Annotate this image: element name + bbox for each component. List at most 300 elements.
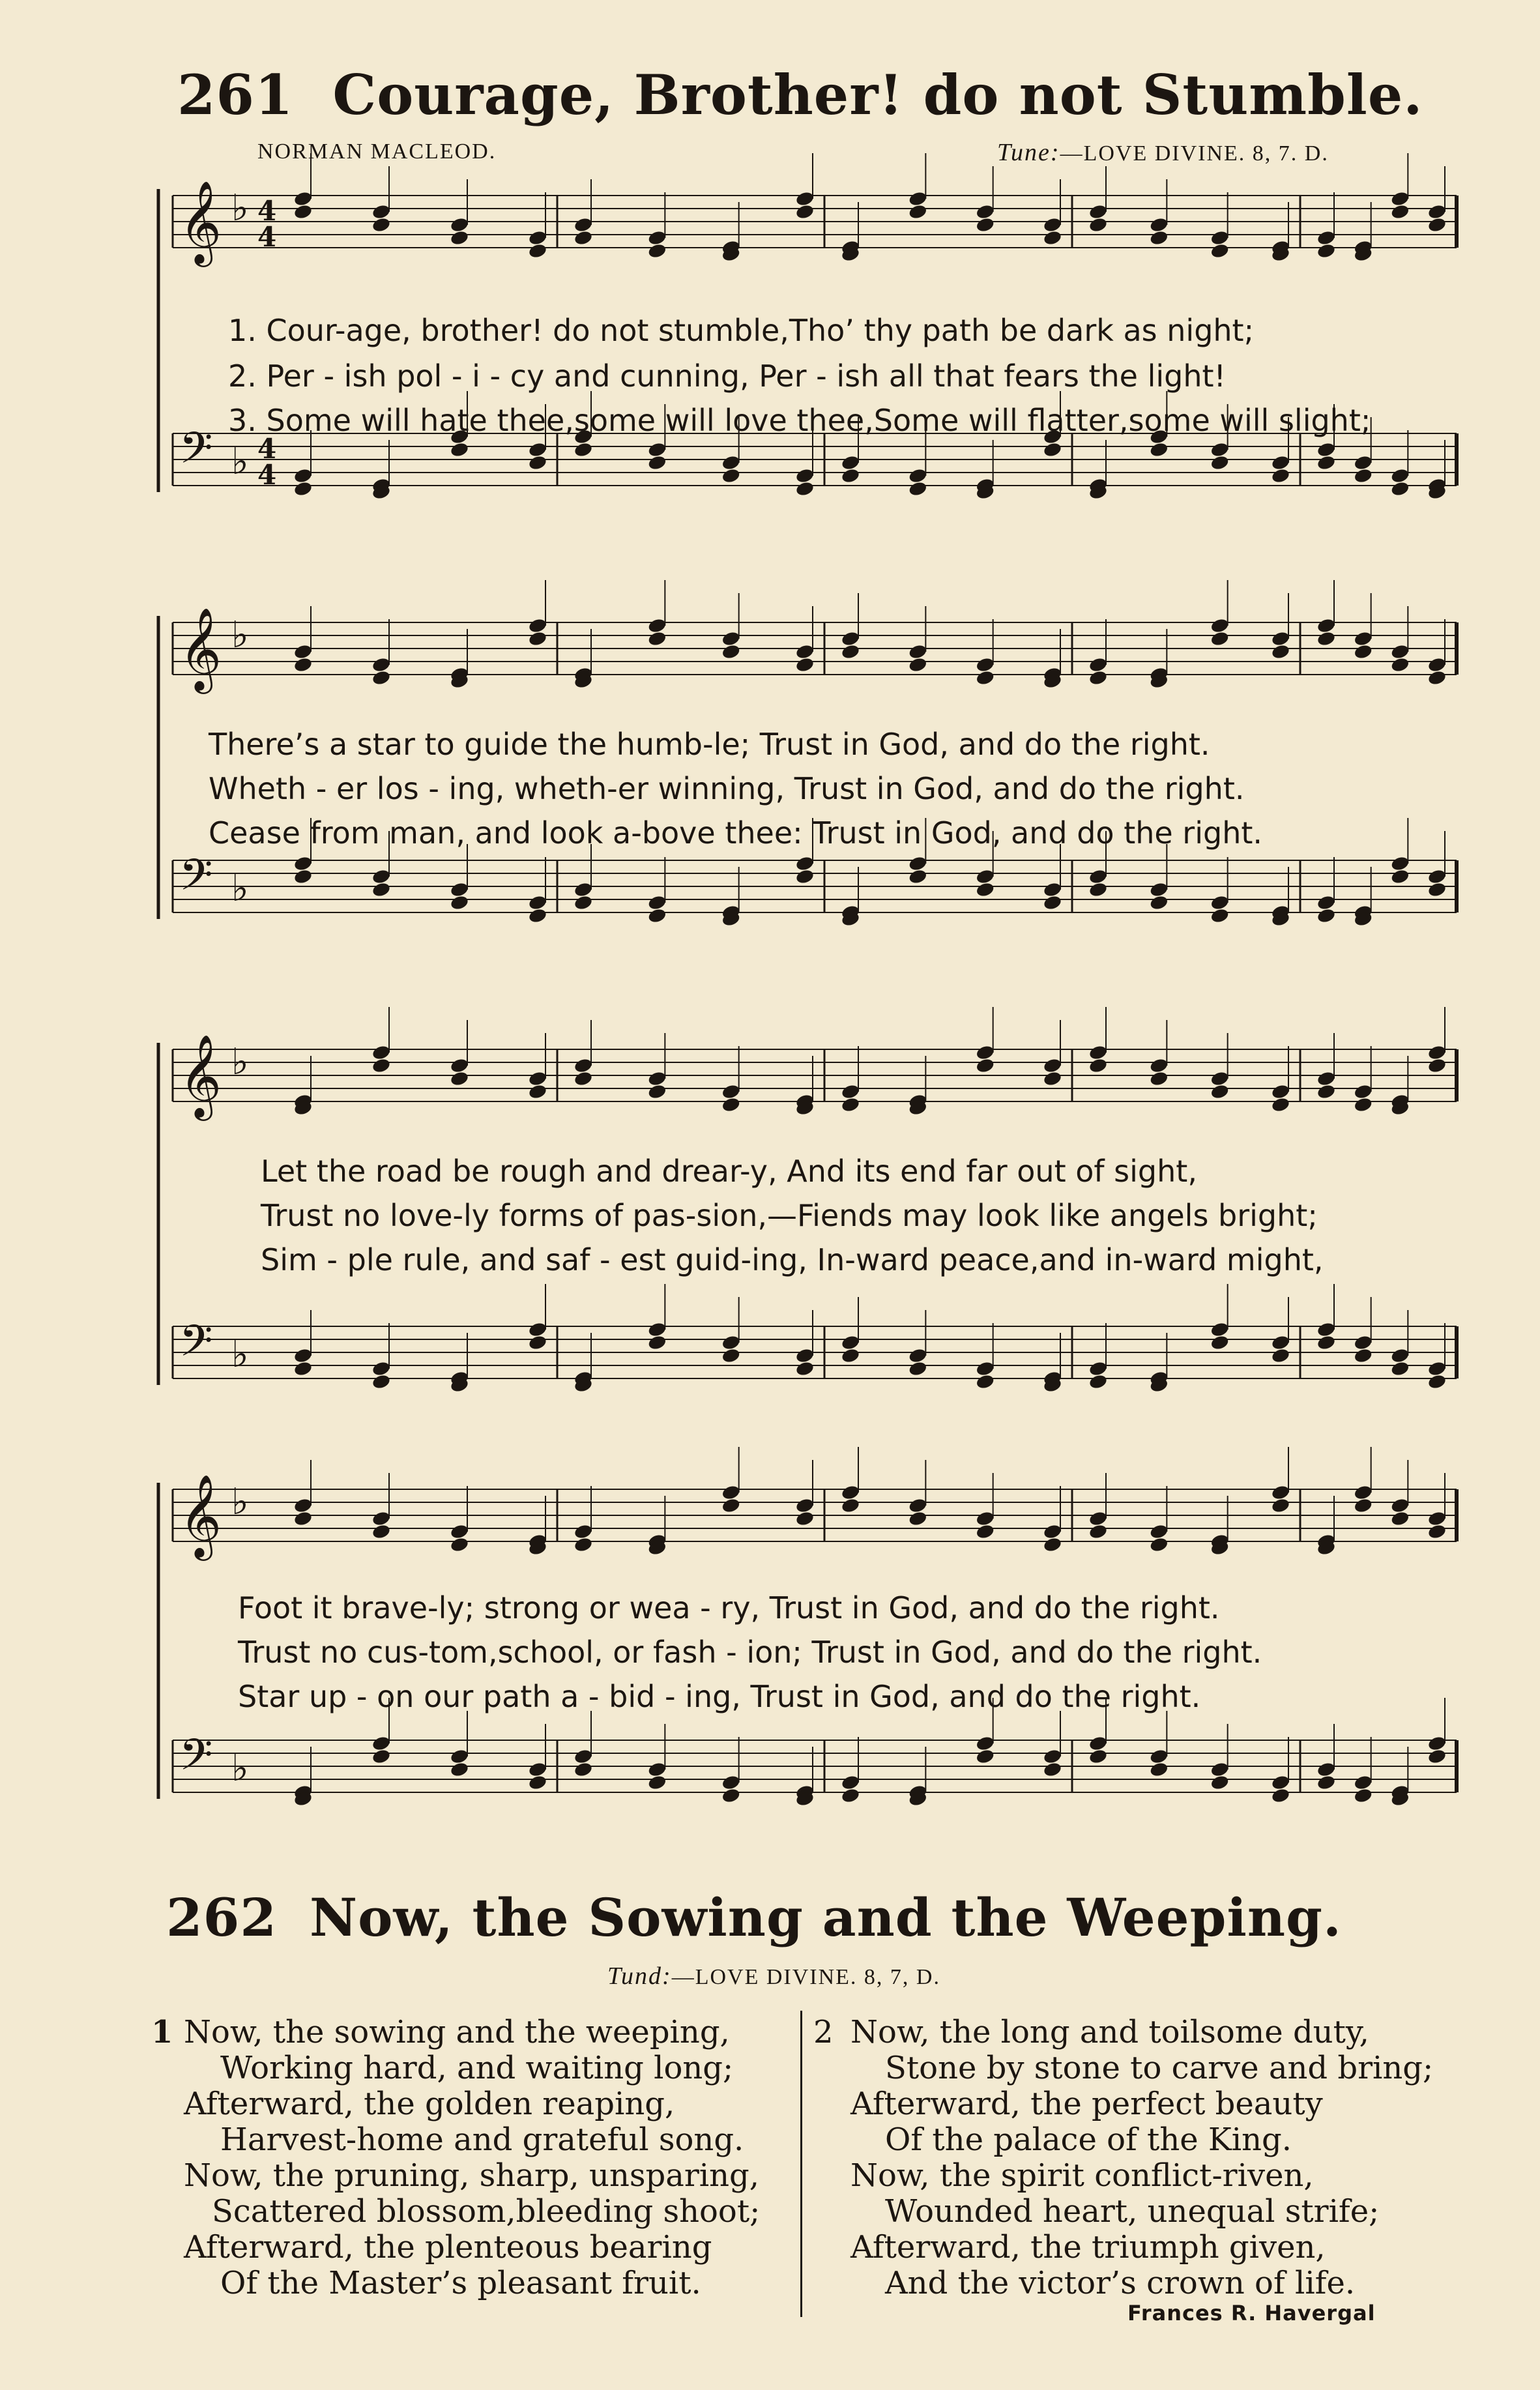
note-head	[841, 1787, 861, 1804]
note-head	[574, 441, 594, 458]
bass-staff	[173, 1284, 1457, 1393]
treble-staff	[173, 580, 1457, 694]
note-head	[721, 1083, 741, 1100]
note-head	[528, 1334, 548, 1351]
note-head	[1271, 1787, 1291, 1804]
note-head	[1271, 630, 1291, 647]
hymn-title: Courage, Brother! do not Stumble.	[332, 63, 1423, 127]
note-head	[1353, 454, 1373, 471]
hymn-262-author: Frances R. Havergal	[1127, 2301, 1376, 2325]
note-head	[908, 868, 928, 885]
note-head	[1353, 1497, 1373, 1514]
stanza-line: Now, the long and toilsome duty,	[850, 2014, 1369, 2050]
note-head	[1427, 1057, 1447, 1074]
note-head	[1427, 1735, 1447, 1752]
note-head	[1427, 1044, 1447, 1061]
note-head	[841, 630, 861, 647]
lyric-line: 2. Per - ish pol - i - cy and cunning, Per - ish all that fears the light!	[228, 358, 1226, 394]
note-head	[1427, 1748, 1447, 1765]
note-head	[795, 190, 815, 207]
note-head	[1043, 1070, 1063, 1087]
note-head	[1316, 441, 1337, 458]
note-head	[1043, 1748, 1063, 1765]
stanza-line: And the victor’s crown of life.	[885, 2265, 1356, 2301]
note-head	[1427, 868, 1447, 885]
stanza-line: Harvest-home and grateful song.	[220, 2121, 744, 2158]
note-head	[371, 656, 392, 673]
note-head	[721, 1484, 741, 1501]
note-head	[1210, 1774, 1230, 1791]
note-head	[1210, 894, 1230, 911]
note-head	[1210, 1070, 1230, 1087]
lyric-line: Trust no cus-tom,school, or fash - ion; Trust in God, and do the right.	[238, 1635, 1262, 1670]
note-head	[1149, 894, 1169, 911]
note-head	[528, 617, 548, 634]
stanza-line: Working hard, and waiting long;	[220, 2050, 734, 2086]
note-head	[1043, 1536, 1063, 1553]
note-head	[1316, 1083, 1337, 1100]
note-head	[721, 1347, 741, 1364]
note-head	[574, 1070, 594, 1087]
note-head	[908, 1347, 928, 1364]
note-head	[1316, 242, 1337, 259]
note-head	[1088, 216, 1109, 233]
music-system-4	[153, 1470, 1470, 1848]
note-head	[1353, 1083, 1373, 1100]
stanza-line: Now, the spirit conflict-riven,	[850, 2157, 1314, 2194]
note-head	[975, 1373, 995, 1390]
note-head	[1427, 881, 1447, 898]
note-head	[450, 1070, 470, 1087]
note-head	[1149, 1057, 1169, 1074]
note-head	[293, 643, 313, 660]
tune-prefix: Tund:	[607, 1962, 672, 1990]
treble-staff	[173, 153, 1457, 267]
note-head	[975, 1523, 995, 1540]
stanza-line: Of the palace of the King.	[885, 2121, 1292, 2158]
note-head	[721, 1774, 741, 1791]
note-head	[1271, 1096, 1291, 1113]
note-head	[1088, 1057, 1109, 1074]
note-head	[371, 868, 392, 885]
music-system-1	[153, 176, 1470, 541]
note-head	[1390, 467, 1410, 484]
bass-clef-icon: 𝄢	[179, 1730, 213, 1790]
note-head	[1210, 1334, 1230, 1351]
flat-icon: ♭	[231, 867, 249, 910]
note-head	[293, 203, 313, 220]
note-head	[1427, 1373, 1447, 1390]
note-head	[841, 643, 861, 660]
bass-clef-icon: 𝄢	[179, 1316, 213, 1377]
note-head	[721, 1787, 741, 1804]
note-head	[795, 1510, 815, 1527]
stanza-line: Afterward, the golden reaping,	[184, 2086, 675, 2122]
note-head	[1353, 1484, 1373, 1501]
note-head	[908, 203, 928, 220]
note-head	[975, 881, 995, 898]
note-head	[795, 868, 815, 885]
note-head	[908, 480, 928, 497]
note-head	[908, 855, 928, 872]
note-head	[647, 894, 667, 911]
note-head	[1043, 1057, 1063, 1074]
bass-clef-icon: 𝄢	[179, 423, 213, 484]
note-head	[1390, 1347, 1410, 1364]
note-head	[647, 229, 667, 246]
note-head	[1316, 1321, 1337, 1338]
note-head	[841, 454, 861, 471]
treble-clef-icon: 𝄞	[179, 180, 222, 263]
note-head	[1088, 656, 1109, 673]
stanza-line: Now, the pruning, sharp, unsparing,	[184, 2157, 760, 2194]
note-head	[647, 617, 667, 634]
note-head	[1088, 1735, 1109, 1752]
note-head	[795, 855, 815, 872]
time-signature-top: 4	[257, 195, 277, 227]
note-head	[371, 1510, 392, 1527]
note-head	[371, 1735, 392, 1752]
note-head	[1271, 1347, 1291, 1364]
note-head	[721, 1334, 741, 1351]
note-head	[574, 1748, 594, 1765]
note-head	[1210, 441, 1230, 458]
note-head	[528, 1761, 548, 1778]
note-head	[293, 855, 313, 872]
stanza-line: Scattered blossom,bleeding shoot;	[212, 2193, 761, 2230]
note-head	[1316, 229, 1337, 246]
note-head	[1088, 1360, 1109, 1377]
note-head	[1210, 617, 1230, 634]
note-head	[1149, 1523, 1169, 1540]
note-head	[1088, 868, 1109, 885]
note-head	[371, 1523, 392, 1540]
note-head	[1427, 216, 1447, 233]
note-head	[1043, 1761, 1063, 1778]
time-signature-top: 4	[257, 433, 277, 465]
note-head	[450, 216, 470, 233]
note-head	[574, 216, 594, 233]
note-head	[975, 1360, 995, 1377]
note-head	[721, 454, 741, 471]
tune-prefix: Tune:	[997, 139, 1060, 166]
note-head	[371, 203, 392, 220]
note-head	[1353, 1334, 1373, 1351]
note-head	[975, 1735, 995, 1752]
note-head	[293, 1497, 313, 1514]
note-head	[1088, 1523, 1109, 1540]
note-head	[1043, 894, 1063, 911]
note-head	[647, 1761, 667, 1778]
note-head	[450, 229, 470, 246]
note-head	[574, 229, 594, 246]
note-head	[1316, 454, 1337, 471]
note-head	[1353, 467, 1373, 484]
hymn-number: 261	[177, 63, 294, 127]
note-head	[1088, 881, 1109, 898]
hymn-261-tune	[997, 138, 1329, 167]
hymn-261-heading	[177, 63, 1423, 127]
note-head	[1210, 242, 1230, 259]
note-head	[371, 1044, 392, 1061]
note-head	[574, 1536, 594, 1553]
note-head	[721, 467, 741, 484]
treble-clef-icon: 𝄞	[179, 607, 222, 690]
note-head	[975, 656, 995, 673]
note-head	[293, 1347, 313, 1364]
hymn-261-author: NORMAN MACLEOD.	[257, 139, 497, 164]
note-head	[293, 467, 313, 484]
note-head	[795, 1497, 815, 1514]
note-head	[647, 1083, 667, 1100]
note-head	[908, 656, 928, 673]
hymn-number: 262	[166, 1887, 277, 1948]
treble-clef-icon: 𝄞	[179, 1034, 222, 1117]
treble-staff	[173, 1447, 1457, 1561]
note-head	[647, 1070, 667, 1087]
lyric-line: Foot it brave-ly; strong or wea - ry, Trust in God, and do the right.	[238, 1590, 1220, 1625]
note-head	[1427, 1510, 1447, 1527]
treble-staff	[173, 1007, 1457, 1121]
note-head	[528, 441, 548, 458]
note-head	[1353, 1774, 1373, 1791]
note-head	[795, 1360, 815, 1377]
note-head	[1149, 229, 1169, 246]
note-head	[1353, 643, 1373, 660]
flat-icon: ♭	[231, 187, 249, 229]
bass-staff	[173, 1698, 1457, 1807]
note-head	[371, 216, 392, 233]
lyric-line: Sim - ple rule, and saf - est guid-ing, In-ward peace,and in-ward might,	[261, 1242, 1324, 1277]
note-head	[795, 1347, 815, 1364]
note-head	[1149, 881, 1169, 898]
note-head	[1390, 643, 1410, 660]
note-head	[528, 894, 548, 911]
tune-name: —LOVE DIVINE. 8, 7, D.	[671, 1965, 940, 1989]
hymn-262-heading	[166, 1887, 1342, 1948]
lyric-line: Trust no love-ly forms of pas-sion,—Fiends may look like angels bright;	[261, 1198, 1318, 1233]
lyric-line: Star up - on our path a - bid - ing, Trust in God, and do the right.	[238, 1679, 1201, 1714]
time-signature-bottom: 4	[257, 221, 277, 253]
note-head	[1427, 203, 1447, 220]
stanza-line: Now, the sowing and the weeping,	[184, 2014, 730, 2050]
note-head	[1390, 855, 1410, 872]
note-head	[795, 643, 815, 660]
music-system-3	[153, 1030, 1470, 1434]
note-head	[841, 1083, 861, 1100]
note-head	[1088, 1510, 1109, 1527]
note-head	[975, 1748, 995, 1765]
flat-icon: ♭	[231, 441, 249, 483]
stanza-number: 1	[151, 2014, 173, 2050]
note-head	[450, 1536, 470, 1553]
note-head	[1210, 1321, 1230, 1338]
note-head	[908, 1360, 928, 1377]
note-head	[1210, 630, 1230, 647]
flat-icon: ♭	[231, 1481, 249, 1523]
note-head	[1316, 617, 1337, 634]
note-head	[371, 1373, 392, 1390]
note-head	[293, 190, 313, 207]
note-head	[721, 1497, 741, 1514]
flat-icon: ♭	[231, 1333, 249, 1376]
note-head	[795, 480, 815, 497]
note-head	[1271, 1497, 1291, 1514]
note-head	[841, 467, 861, 484]
note-head	[574, 894, 594, 911]
note-head	[528, 1083, 548, 1100]
note-head	[1088, 1373, 1109, 1390]
note-head	[1390, 480, 1410, 497]
note-head	[1390, 656, 1410, 673]
note-head	[1043, 229, 1063, 246]
note-head	[1149, 1748, 1169, 1765]
stanza-line: Stone by stone to carve and bring;	[885, 2050, 1434, 2086]
note-head	[450, 894, 470, 911]
note-head	[574, 1761, 594, 1778]
hymn-262-tune	[607, 1962, 940, 1990]
note-head	[450, 1057, 470, 1074]
note-head	[371, 881, 392, 898]
lyric-line: 3. Some will hate thee,some will love thee,Some will flatter,some will slight;	[228, 403, 1371, 438]
note-head	[1427, 1523, 1447, 1540]
note-head	[1271, 1083, 1291, 1100]
note-head	[574, 881, 594, 898]
note-head	[975, 1510, 995, 1527]
note-head	[1316, 1334, 1337, 1351]
stanza-line: Afterward, the triumph given,	[850, 2229, 1326, 2266]
note-head	[1427, 1360, 1447, 1377]
note-head	[721, 1096, 741, 1113]
note-head	[1149, 216, 1169, 233]
flat-icon: ♭	[231, 1747, 249, 1790]
note-head	[908, 467, 928, 484]
note-head	[1088, 1044, 1109, 1061]
note-head	[795, 467, 815, 484]
music-system-2	[153, 603, 1470, 968]
note-head	[371, 1748, 392, 1765]
note-head	[1210, 229, 1230, 246]
note-head	[450, 1761, 470, 1778]
note-head	[1210, 454, 1230, 471]
note-head	[908, 643, 928, 660]
note-head	[647, 454, 667, 471]
note-head	[647, 907, 667, 924]
note-head	[1353, 1787, 1373, 1804]
note-head	[1390, 1510, 1410, 1527]
bass-clef-icon: 𝄢	[179, 850, 213, 911]
stanza-line: Afterward, the perfect beauty	[850, 2086, 1323, 2122]
hymn-title: Now, the Sowing and the Weeping.	[310, 1887, 1342, 1948]
column-divider	[800, 2011, 802, 2317]
note-head	[841, 1484, 861, 1501]
note-head	[528, 229, 548, 246]
note-head	[1210, 1083, 1230, 1100]
lyric-line: Wheth - er los - ing, wheth-er winning, Trust in God, and do the right.	[209, 771, 1245, 806]
note-head	[528, 907, 548, 924]
note-head	[908, 1510, 928, 1527]
note-head	[647, 630, 667, 647]
note-head	[647, 441, 667, 458]
note-head	[975, 669, 995, 686]
lyric-line: Cease from man, and look a-bove thee: Trust in God, and do the right.	[209, 815, 1263, 851]
note-head	[1088, 203, 1109, 220]
note-head	[1043, 881, 1063, 898]
stanza-line: Wounded heart, unequal strife;	[885, 2193, 1380, 2230]
note-head	[841, 1774, 861, 1791]
stanza-line: Afterward, the plenteous bearing	[184, 2229, 712, 2266]
note-head	[1316, 1761, 1337, 1778]
note-head	[975, 868, 995, 885]
note-head	[1149, 1761, 1169, 1778]
lyric-line: Let the road be rough and drear-y, And its end far out of sight,	[261, 1154, 1197, 1189]
note-head	[1271, 1774, 1291, 1791]
note-head	[721, 630, 741, 647]
note-head	[1210, 1761, 1230, 1778]
note-head	[1353, 1347, 1373, 1364]
note-head	[795, 656, 815, 673]
note-head	[647, 1334, 667, 1351]
note-head	[975, 1057, 995, 1074]
note-head	[1316, 907, 1337, 924]
note-head	[795, 203, 815, 220]
note-head	[975, 216, 995, 233]
note-head	[841, 1334, 861, 1351]
note-head	[528, 1774, 548, 1791]
note-head	[1316, 1070, 1337, 1087]
note-head	[528, 1070, 548, 1087]
note-head	[1043, 1523, 1063, 1540]
note-head	[1390, 868, 1410, 885]
stanza-number: 2	[813, 2014, 834, 2050]
note-head	[450, 881, 470, 898]
note-head	[1353, 1096, 1373, 1113]
flat-icon: ♭	[231, 1041, 249, 1083]
note-head	[975, 1044, 995, 1061]
note-head	[1043, 216, 1063, 233]
note-head	[1390, 190, 1410, 207]
tune-name: —LOVE DIVINE. 8, 7. D.	[1060, 141, 1329, 166]
note-head	[975, 203, 995, 220]
note-head	[293, 656, 313, 673]
note-head	[1427, 669, 1447, 686]
note-head	[450, 1523, 470, 1540]
note-head	[841, 1497, 861, 1514]
note-head	[293, 480, 313, 497]
lyric-line: There’s a star to guide the humb-le; Trust in God, and do the right.	[209, 727, 1210, 762]
treble-clef-icon: 𝄞	[179, 1474, 222, 1557]
note-head	[1316, 894, 1337, 911]
note-head	[1271, 1484, 1291, 1501]
note-head	[1043, 441, 1063, 458]
flat-icon: ♭	[231, 614, 249, 656]
note-head	[841, 1347, 861, 1364]
note-head	[1271, 1334, 1291, 1351]
note-head	[1088, 669, 1109, 686]
note-head	[1271, 643, 1291, 660]
note-head	[574, 1057, 594, 1074]
note-head	[647, 1774, 667, 1791]
note-head	[1390, 1360, 1410, 1377]
note-head	[1390, 203, 1410, 220]
note-head	[1149, 1070, 1169, 1087]
time-signature-bottom: 4	[257, 459, 277, 491]
note-head	[1271, 454, 1291, 471]
note-head	[1210, 907, 1230, 924]
note-head	[293, 1510, 313, 1527]
note-head	[1390, 1497, 1410, 1514]
note-head	[528, 454, 548, 471]
